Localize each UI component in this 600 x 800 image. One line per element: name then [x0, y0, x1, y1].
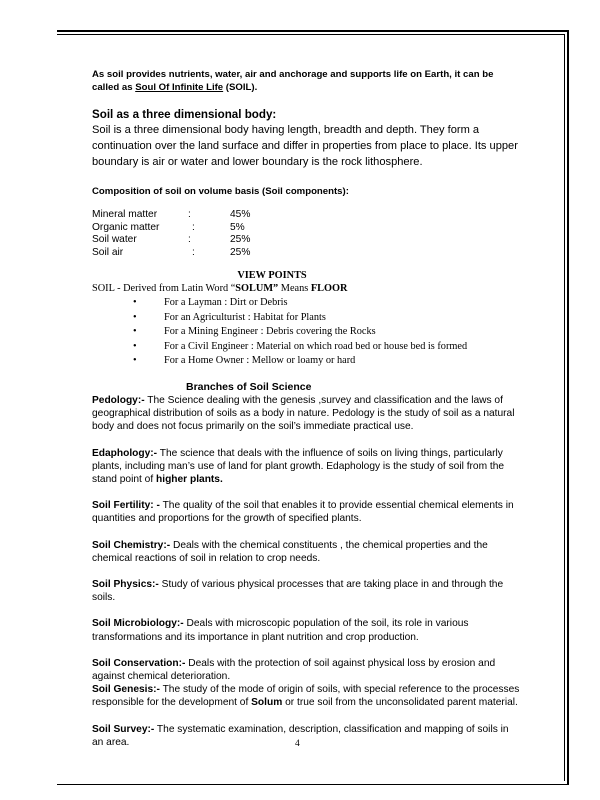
composition-table	[92, 209, 250, 259]
list-item-text: For a Mining Engineer : Debris covering the Rocks	[164, 326, 376, 338]
component-separator: :	[188, 209, 191, 220]
page-content	[92, 68, 522, 749]
list-item	[133, 311, 522, 326]
intro-suffix: (SOIL).	[223, 82, 258, 93]
term-definition: Deals with the chemical constituents , the chemical properties and the chemical reactions of soil in relation to crop needs.	[92, 539, 488, 564]
term-label: Soil Physics:-	[92, 579, 159, 590]
list-item-text: For a Civil Engineer : Material on which road bed or house bed is formed	[164, 340, 468, 352]
chemistry-paragraph	[92, 539, 522, 565]
edaphology-paragraph	[92, 447, 522, 487]
term-label: Soil Survey:-	[92, 723, 155, 735]
term-definition: The study of the mode of origin of soils, with special reference to the processes responsible for the development of	[92, 684, 520, 709]
term-label: Edaphology:-	[92, 447, 158, 459]
three-dimensional-body: Soil is a three dimensional body having length, breadth and depth. They form a continuation over the land surface and differ in properties from place to place. Its upper boundary is air or water and lower boundary is the rock lithosphere.	[92, 124, 518, 168]
component-name: Soil air	[92, 246, 124, 258]
term-definition: The science that deals with the influence of soils on living things, particularly plants, including man’s use of land for plant growth. Edaphology is the study of soil from the stand point of	[92, 447, 505, 485]
view-points-list	[92, 296, 522, 369]
list-item-text: For a Layman : Dirt or Debris	[164, 297, 288, 308]
bullet-icon: •	[133, 311, 137, 323]
term-definition: The Science dealing with the genesis ,survey and classification and the laws of geographical distribution of soils as a body in nature. Pedology is the study of soil as a natural body and does not focus primarily on the soil’s immediate practical use.	[92, 394, 515, 433]
component-name: Soil water	[92, 234, 137, 245]
genesis-paragraph	[92, 683, 522, 709]
component-value: 5%	[230, 221, 245, 233]
physics-paragraph	[92, 578, 522, 604]
term-definition-end: or true soil from the unconsolidated parent material.	[282, 697, 518, 709]
table-row	[92, 234, 250, 247]
term-label: Soil Chemistry:-	[92, 539, 171, 551]
three-dimensional-heading: Soil as a three dimensional body:	[92, 108, 277, 121]
derivation-mid: Means	[278, 283, 311, 294]
bullet-icon: •	[133, 326, 137, 338]
component-separator: :	[188, 234, 191, 245]
view-points-title: VIEW POINTS	[237, 270, 307, 281]
table-row	[92, 222, 250, 235]
pedology-paragraph	[92, 394, 522, 434]
term-definition: Deals with microscopic population of the soil, its role in various transformations and its importance in plant nutrition and crop production.	[92, 618, 469, 643]
component-name: Organic matter	[92, 221, 160, 233]
derivation-prefix: SOIL - Derived from Latin Word “	[92, 283, 236, 294]
term-definition: Deals with the protection of soil against physical loss by erosion and against chemical deterioration.	[92, 657, 496, 683]
list-item	[133, 296, 522, 311]
soil-derivation-line	[92, 282, 522, 296]
list-item-text: For a Home Owner : Mellow or loamy or hard	[164, 355, 356, 367]
list-item	[133, 325, 522, 340]
page-number: 4	[295, 739, 300, 749]
term-definition: The quality of the soil that enables it to provide essential chemical elements in quantities and proportions for the growth of specified plants.	[92, 500, 514, 525]
term-label: Soil Genesis:-	[92, 684, 160, 696]
component-value: 45%	[230, 209, 251, 220]
bullet-icon: •	[133, 297, 137, 308]
term-definition: Study of various physical processes that are taking place in and through the soils.	[92, 579, 504, 604]
term-label: Soil Microbiology:-	[92, 618, 184, 630]
component-value: 25%	[230, 234, 251, 245]
term-label: Soil Fertility: -	[92, 500, 160, 512]
branches-heading: Branches of Soil Science	[186, 380, 312, 393]
term-label: Soil Conservation:-	[92, 657, 186, 669]
intro-underlined-phrase: Soul Of Infinite Life	[135, 82, 224, 93]
composition-title: Composition of soil on volume basis (Soil components):	[92, 186, 349, 197]
latin-word: SOLUM”	[235, 283, 279, 294]
intro-text: As soil provides nutrients, water, air and anchorage and supports life on Earth, it can be called as	[92, 69, 494, 93]
latin-meaning: FLOOR	[310, 283, 348, 294]
conservation-paragraph	[92, 657, 522, 683]
list-item	[133, 340, 522, 355]
component-separator: :	[192, 221, 195, 233]
component-name: Mineral matter	[92, 209, 158, 220]
intro-paragraph	[92, 68, 522, 94]
bullet-icon: •	[133, 340, 137, 352]
survey-paragraph	[92, 723, 522, 749]
table-row	[92, 209, 250, 222]
fertility-paragraph	[92, 499, 522, 525]
component-value: 25%	[230, 246, 251, 258]
table-row	[92, 247, 250, 260]
microbiology-paragraph	[92, 617, 522, 643]
term-emphasis: higher plants.	[156, 473, 223, 485]
component-separator: :	[192, 246, 195, 258]
term-emphasis: Solum	[251, 697, 283, 709]
term-label: Pedology:-	[92, 394, 145, 406]
bullet-icon: •	[133, 355, 137, 367]
list-item-text: For an Agriculturist : Habitat for Plants	[164, 311, 326, 323]
term-definition: The systematic examination, description, classification and mapping of soils in an area.	[92, 723, 509, 748]
list-item	[133, 354, 522, 369]
